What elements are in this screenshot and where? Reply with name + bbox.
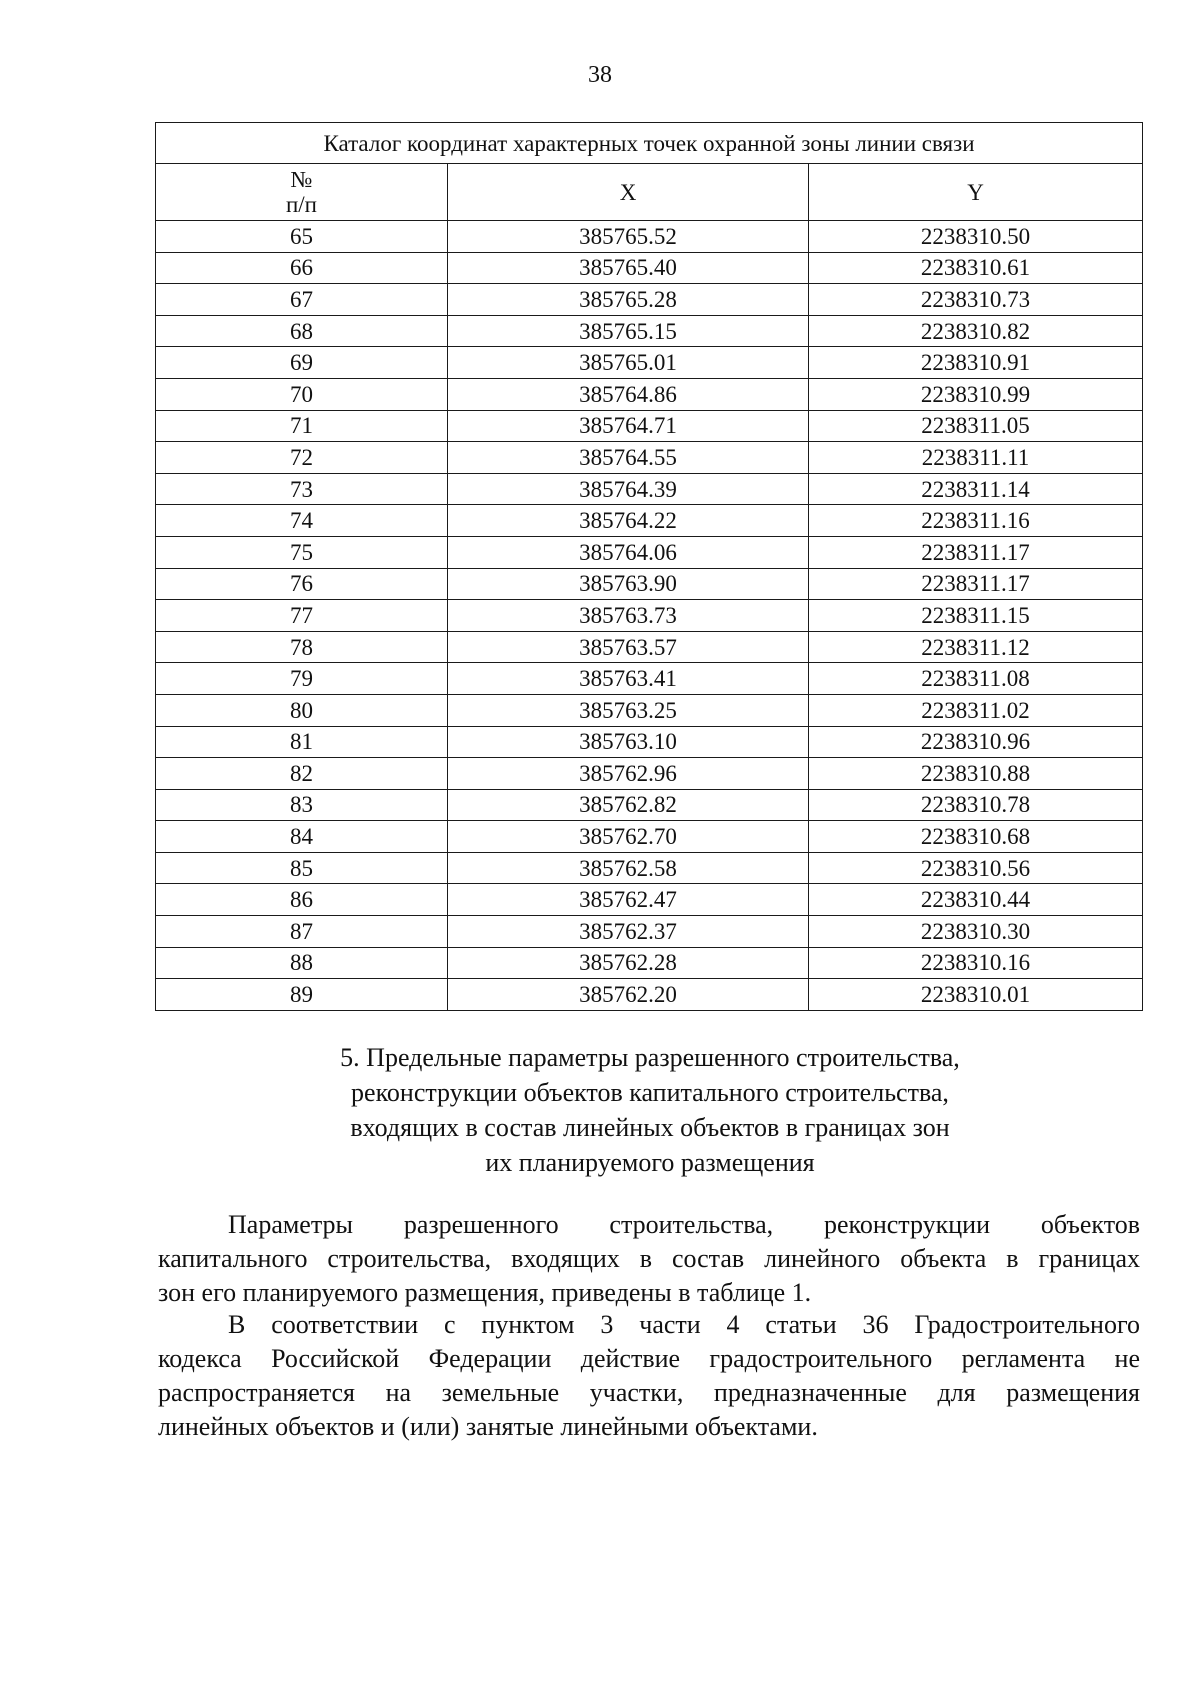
section-heading-line: реконструкции объектов капитального строительства, [351,1078,949,1107]
y-coordinate-cell: 2238311.16 [809,505,1143,537]
table-row [156,442,1143,474]
point-number-cell: 69 [156,347,448,379]
table-row [156,568,1143,600]
table-row [156,694,1143,726]
point-number-cell: 83 [156,789,448,821]
point-number-cell: 65 [156,221,448,253]
y-coordinate-cell: 2238310.88 [809,758,1143,790]
point-number-cell: 81 [156,726,448,758]
table-row [156,505,1143,537]
table-caption-row [156,123,1143,164]
section-heading [200,1040,1100,1180]
table-row [156,789,1143,821]
x-coordinate-cell: 385762.20 [448,979,809,1011]
table-row [156,252,1143,284]
table-caption: Каталог координат характерных точек охранной зоны линии связи [156,123,1143,164]
paragraph-line: капитального строительства, входящих в состав линейного объекта в границах [158,1244,1140,1273]
x-coordinate-cell: 385765.01 [448,347,809,379]
section-heading-line: 5. Предельные параметры разрешенного строительства, [340,1043,960,1072]
x-coordinate-cell: 385763.73 [448,600,809,632]
point-number-cell: 80 [156,694,448,726]
point-number-cell: 89 [156,979,448,1011]
paragraph-line: кодекса Российской Федерации действие градостроительного регламента не [158,1344,1140,1373]
paragraph-line: Параметры разрешенного строительства, реконструкции объектов [228,1210,1140,1239]
table-row [156,884,1143,916]
section-heading-line: их планируемого размещения [485,1148,815,1177]
column-header-number-sign: № [290,166,313,192]
section-heading-line: входящих в состав линейных объектов в границах зон [350,1113,950,1142]
y-coordinate-cell: 2238311.12 [809,631,1143,663]
x-coordinate-cell: 385764.06 [448,536,809,568]
table-row [156,347,1143,379]
x-coordinate-cell: 385763.57 [448,631,809,663]
y-coordinate-cell: 2238311.17 [809,536,1143,568]
point-number-cell: 67 [156,284,448,316]
paragraph-line: распространяется на земельные участки, предназначенные для размещения [158,1378,1140,1407]
table-row [156,315,1143,347]
point-number-cell: 66 [156,252,448,284]
y-coordinate-cell: 2238310.50 [809,221,1143,253]
table-row [156,631,1143,663]
point-number-cell: 84 [156,821,448,853]
y-coordinate-cell: 2238311.15 [809,600,1143,632]
y-coordinate-cell: 2238311.08 [809,663,1143,695]
table-row [156,221,1143,253]
y-coordinate-cell: 2238310.16 [809,947,1143,979]
table-row [156,663,1143,695]
point-number-cell: 82 [156,758,448,790]
page-number: 38 [588,62,612,88]
x-coordinate-cell: 385763.90 [448,568,809,600]
y-coordinate-cell: 2238310.44 [809,884,1143,916]
point-number-cell: 85 [156,852,448,884]
paragraph-parameters [158,1208,1140,1310]
table-row [156,947,1143,979]
y-coordinate-cell: 2238311.02 [809,694,1143,726]
point-number-cell: 73 [156,473,448,505]
x-coordinate-cell: 385764.22 [448,505,809,537]
column-header-y: Y [809,164,1143,221]
table-row [156,536,1143,568]
point-number-cell: 71 [156,410,448,442]
point-number-cell: 86 [156,884,448,916]
point-number-cell: 79 [156,663,448,695]
y-coordinate-cell: 2238311.05 [809,410,1143,442]
table-row [156,410,1143,442]
paragraph-regulation [158,1308,1140,1444]
x-coordinate-cell: 385762.28 [448,947,809,979]
point-number-cell: 74 [156,505,448,537]
table-row [156,284,1143,316]
point-number-cell: 87 [156,916,448,948]
x-coordinate-cell: 385764.86 [448,378,809,410]
point-number-cell: 78 [156,631,448,663]
x-coordinate-cell: 385764.39 [448,473,809,505]
paragraph-line: В соответствии с пунктом 3 части 4 статьи 36 Градостроительного [228,1310,1140,1339]
y-coordinate-cell: 2238311.17 [809,568,1143,600]
point-number-cell: 70 [156,378,448,410]
coordinates-table [155,122,1143,1011]
column-header-x: X [448,164,809,221]
y-coordinate-cell: 2238310.30 [809,916,1143,948]
coordinates-table-body [156,221,1143,1011]
y-coordinate-cell: 2238310.82 [809,315,1143,347]
table-header-row [156,164,1143,221]
y-coordinate-cell: 2238311.14 [809,473,1143,505]
paragraph-line: линейных объектов и (или) занятые линейными объектами. [158,1412,818,1441]
y-coordinate-cell: 2238311.11 [809,442,1143,474]
y-coordinate-cell: 2238310.73 [809,284,1143,316]
x-coordinate-cell: 385765.28 [448,284,809,316]
point-number-cell: 76 [156,568,448,600]
paragraph-line: зон его планируемого размещения, приведены в таблице 1. [158,1278,812,1307]
y-coordinate-cell: 2238310.91 [809,347,1143,379]
x-coordinate-cell: 385762.82 [448,789,809,821]
table-row [156,600,1143,632]
point-number-cell: 88 [156,947,448,979]
x-coordinate-cell: 385765.52 [448,221,809,253]
column-header-number-abbr: п/п [285,192,317,217]
y-coordinate-cell: 2238310.01 [809,979,1143,1011]
point-number-cell: 75 [156,536,448,568]
table-row [156,821,1143,853]
table-row [156,852,1143,884]
table-row [156,726,1143,758]
table-row [156,979,1143,1011]
y-coordinate-cell: 2238310.68 [809,821,1143,853]
x-coordinate-cell: 385762.96 [448,758,809,790]
y-coordinate-cell: 2238310.78 [809,789,1143,821]
x-coordinate-cell: 385763.41 [448,663,809,695]
x-coordinate-cell: 385765.40 [448,252,809,284]
x-coordinate-cell: 385762.37 [448,916,809,948]
point-number-cell: 77 [156,600,448,632]
x-coordinate-cell: 385765.15 [448,315,809,347]
table-row [156,473,1143,505]
x-coordinate-cell: 385764.71 [448,410,809,442]
y-coordinate-cell: 2238310.96 [809,726,1143,758]
column-header-number [156,164,448,221]
y-coordinate-cell: 2238310.99 [809,378,1143,410]
table-row [156,378,1143,410]
x-coordinate-cell: 385763.10 [448,726,809,758]
point-number-cell: 72 [156,442,448,474]
point-number-cell: 68 [156,315,448,347]
table-row [156,916,1143,948]
table-row [156,758,1143,790]
y-coordinate-cell: 2238310.61 [809,252,1143,284]
x-coordinate-cell: 385763.25 [448,694,809,726]
x-coordinate-cell: 385764.55 [448,442,809,474]
x-coordinate-cell: 385762.47 [448,884,809,916]
x-coordinate-cell: 385762.58 [448,852,809,884]
x-coordinate-cell: 385762.70 [448,821,809,853]
y-coordinate-cell: 2238310.56 [809,852,1143,884]
